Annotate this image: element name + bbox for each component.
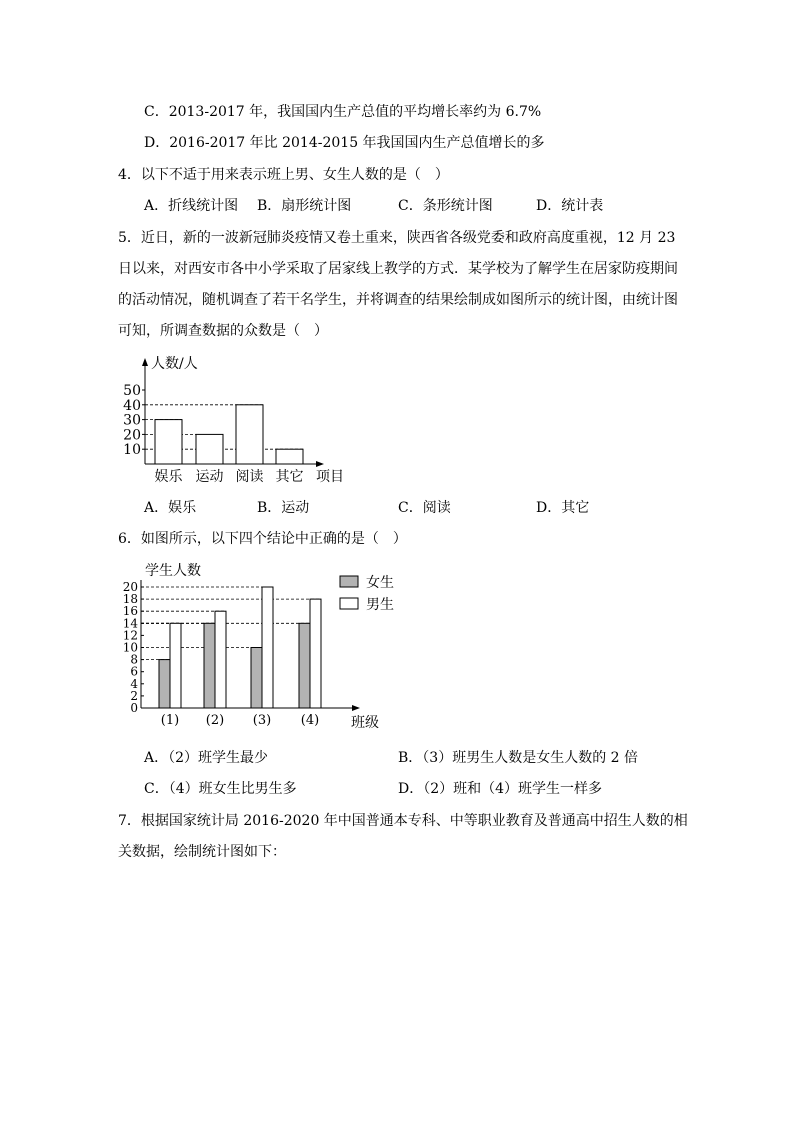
q5-stem-line-4: 可知，所调查数据的众数是（ ） [118,323,328,339]
q6-option-d: D．（2）班和（4）班学生一样多 [398,781,603,797]
y-tick-label: 12 [122,628,138,643]
y-tick-label: 0 [130,701,138,715]
x-category-label: 阅读 [235,469,264,485]
y-tick-label: 40 [123,397,141,414]
y-tick-label: 16 [122,604,138,619]
bar-1 [196,434,223,464]
class-gender-bar-chart [118,560,418,735]
q5-option-a: A．娱乐 [144,500,197,516]
q4-option-c: C．条形统计图 [398,198,493,214]
q5-option-c: C．阅读 [398,500,451,516]
male-bar-4 [310,599,321,708]
y-tick-label: 20 [122,580,138,594]
q4-option-d: D．统计表 [536,198,604,214]
y-axis-title: 学生人数 [145,563,201,579]
legend-swatch-0 [340,576,358,587]
legend-label-1: 男生 [366,597,394,613]
y-tick-label: 6 [130,664,138,679]
q6-option-a: A．（2）班学生最少 [144,750,269,766]
q6-option-c: C．（4）班女生比男生多 [144,781,297,797]
y-tick-label: 14 [122,616,138,631]
q3-option-c: C．2013-2017 年，我国国内生产总值的平均增长率约为 6.7% [144,104,542,120]
q4-option-b: B．扇形统计图 [257,198,352,214]
y-axis-arrow [142,358,148,366]
x-category-label: (4) [300,713,320,728]
q7-stem-line-1: 7．根据国家统计局 2016-2020 年中国普通本专科、中等职业教育及普通高中招生人数的相 [118,813,688,829]
female-bar-3 [251,648,262,709]
x-category-label: 娱乐 [154,469,183,485]
male-bar-1 [170,623,181,708]
q6-stem: 6．如图所示，以下四个结论中正确的是（ ） [118,531,407,547]
legend-swatch-1 [340,598,358,609]
q5-option-b: B．运动 [257,500,310,516]
x-category-label: (3) [252,713,272,728]
bar-2 [236,405,263,464]
female-bar-1 [159,660,170,708]
q5-option-d: D．其它 [536,500,590,516]
q5-stem-line-1: 5．近日，新的一波新冠肺炎疫情又卷土重来，陕西省各级党委和政府高度重视，12 月 23 [118,230,676,246]
q6-option-b: B．（3）班男生人数是女生人数的 2 倍 [398,750,639,766]
bar-0 [155,420,182,464]
q4-stem: 4．以下不适于用来表示班上男、女生人数的是（ ） [118,167,449,183]
x-category-label: 运动 [195,469,224,485]
y-tick-label: 50 [123,383,141,399]
y-tick-label: 10 [122,640,138,655]
x-category-label: 其它 [275,469,304,485]
legend-label-0: 女生 [366,575,394,591]
y-tick-label: 8 [130,652,138,667]
bar-3 [276,449,303,464]
activity-bar-chart [118,350,368,490]
male-bar-2 [215,611,226,708]
q7-stem-line-2: 关数据，绘制统计图如下： [118,844,286,860]
y-tick-label: 10 [123,442,141,459]
y-axis-title: 人数/人 [151,356,198,372]
x-category-label: (1) [160,713,180,728]
x-axis-arrow [352,705,360,711]
y-tick-label: 2 [130,688,138,703]
x-axis-title: 班级 [351,715,379,731]
q5-stem-line-2: 日以来，对西安市各中小学采取了居家线上教学的方式．某学校为了解学生在居家防疫期间 [118,261,678,277]
y-tick-label: 30 [123,412,141,429]
y-tick-label: 18 [122,592,138,607]
q3-option-d: D．2016-2017 年比 2014-2015 年我国国内生产总值增长的多 [144,135,545,151]
y-tick-label: 4 [130,676,138,691]
y-tick-label: 20 [123,427,141,444]
q4-option-a: A．折线统计图 [144,198,239,214]
female-bar-2 [204,623,215,708]
x-category-label: (2) [205,713,225,728]
x-axis-arrow [316,461,324,467]
x-axis-title: 项目 [316,469,344,485]
q5-stem-line-3: 的活动情况，随机调查了若干名学生，并将调查的结果绘制成如图所示的统计图，由统计图 [118,292,678,308]
male-bar-3 [262,587,273,708]
female-bar-4 [299,623,310,708]
